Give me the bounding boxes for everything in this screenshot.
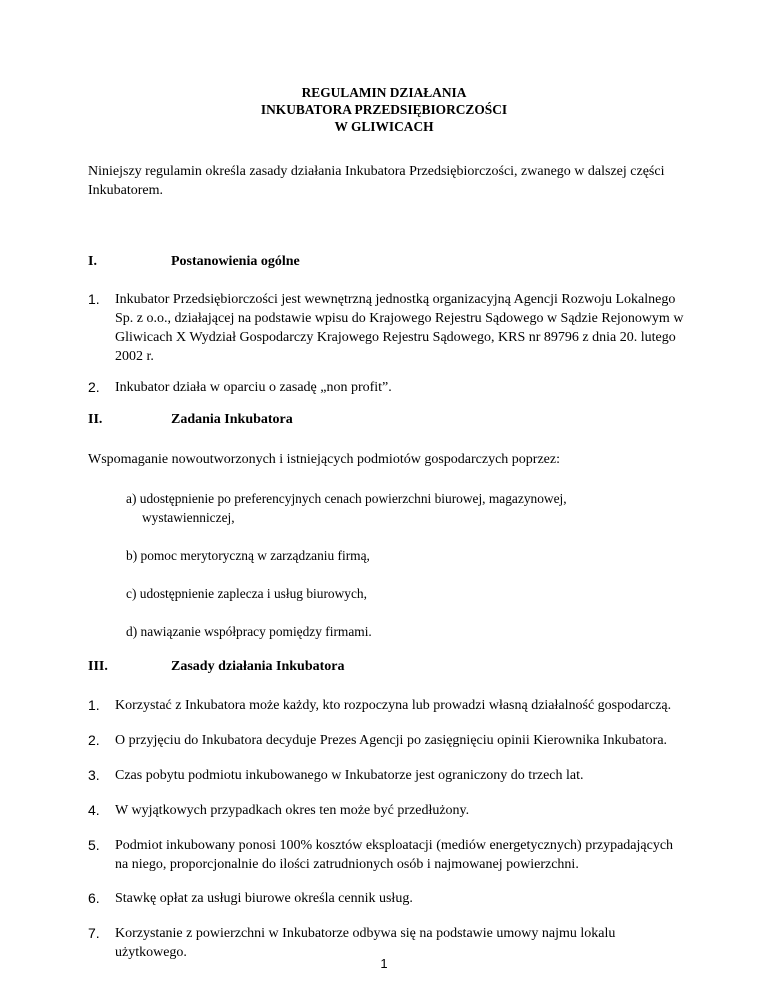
item-number: 7. [88,925,100,941]
intro-paragraph: Niniejszy regulamin określa zasady działania Inkubatora Przedsiębiorczości, zwanego w dalszej części Inkubatorem. [88,164,665,198]
section-2-lead: Wspomaganie nowoutworzonych i istniejących podmiotów gospodarczych poprzez: [88,452,560,467]
item-number: 4. [88,802,100,818]
list-item [88,731,688,750]
item-text: W wyjątkowych przypadkach okres ten może być przedłużony. [115,803,470,818]
title-line-3: W GLIWICACH [334,119,434,134]
item-text: O przyjęciu do Inkubatora decyduje Prezes Agencji po zasięgnięciu opinii Kierownika Inkubatora. [115,733,668,748]
list-item [88,801,688,820]
section-title: Zasady działania Inkubatora [171,659,345,674]
item-text: Inkubator działa w oparciu o zasadę „non profit”. [115,380,392,395]
list-item [88,766,688,785]
item-number: 2. [88,379,100,395]
list-item [88,889,688,908]
item-number: 1. [88,697,100,713]
sub-item-text: b) pomoc merytoryczną w zarządzaniu firmą, [126,548,370,563]
list-item [88,378,688,397]
item-text: Korzystanie z powierzchni w Inkubatorze odbywa się na podstawie umowy najmu lokalu użytkowego. [115,926,616,960]
document-title [0,84,768,135]
sub-list-item [126,489,606,527]
item-number: 5. [88,837,100,853]
item-text: Inkubator Przedsiębiorczości jest wewnętrzną jednostką organizacyjną Agencji Rozwoju Lokalnego Sp. z o.o., działającej na podstawie wpisu do Krajowego Rejestru Sądowego w Sądzie Rejonowym w Gliwicach X Wydział Gospodarczy Krajowego Rejestru Sądowego, KRS nr 89796 z dnia 20. lutego 2002 r. [115,292,684,364]
section-number: III. [88,659,108,674]
item-number: 6. [88,890,100,906]
sub-item-text: c) udostępnienie zaplecza i usług biurowych, [126,586,367,601]
item-number: 3. [88,767,100,783]
title-line-1: REGULAMIN DZIAŁANIA [301,85,467,100]
sub-list-item [126,622,606,641]
section-number: II. [88,412,103,427]
section-number: I. [88,254,97,269]
sub-list-item [126,546,606,565]
list-item [88,836,688,874]
item-text: Czas pobytu podmiotu inkubowanego w Inkubatorze jest ograniczony do trzech lat. [115,768,584,783]
page-number: 1 [380,956,388,971]
list-item [88,696,688,715]
title-line-2: INKUBATORA PRZEDSIĘBIORCZOŚCI [260,102,508,117]
sub-item-text: a) udostępnienie po preferencyjnych cenach powierzchni biurowej, magazynowej, wystawienniczej, [126,491,567,525]
section-title: Postanowienia ogólne [171,254,300,269]
sub-list-item [126,584,606,603]
list-item [88,290,688,366]
item-text: Stawkę opłat za usługi biurowe określa cennik usług. [115,891,413,906]
section-title: Zadania Inkubatora [171,412,293,427]
item-text: Korzystać z Inkubatora może każdy, kto rozpoczyna lub prowadzi własną działalność gospodarczą. [115,698,672,713]
sub-item-text: d) nawiązanie współpracy pomiędzy firmami. [126,624,372,639]
item-number: 1. [88,291,100,307]
item-text: Podmiot inkubowany ponosi 100% kosztów eksploatacji (mediów energetycznych) przypadających na niego, proporcjonalnie do ilości zatrudnionych osób i najmowanej powierzchni. [115,838,674,872]
item-number: 2. [88,732,100,748]
